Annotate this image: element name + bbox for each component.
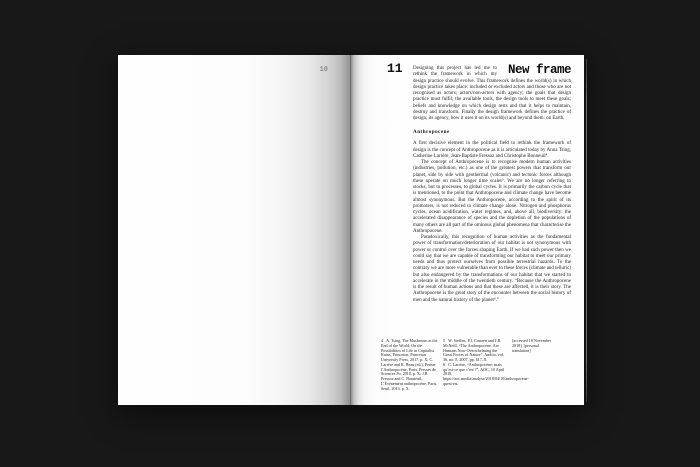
page-right xyxy=(351,55,584,405)
footnotes xyxy=(381,339,558,391)
footnote-5: 5 W. Steffen, P.J. Crutzen and J.R. McNeill, “The Anthropocene: Are Humans Now Overwhelming the Great Forces of Nature”, Ambio, vol. 36, no. 8, 2007, pp. 617–8. xyxy=(443,338,504,362)
footnote-column-3 xyxy=(512,339,558,391)
paragraph-anthropocene-2: The concept of Anthropocene is to recognise modern human activities (industries, pollution, etc.) as one of the greatest powers that transform our planet, side by side with geothermal (volcanic) and tectonic forces although these operate on much longer time scales⁵. We are no longer referring to stocks, but to processes, to global cycles. It is primarily the carbon cycle that is mentioned, to the point that Anthropocene and climate change have become almost synonymous. But the Anthropocene, according to the spirit of its promoters, is not reduced to climate change alone. Nitrogen and phosphorus cycles, ocean acidification, water regimes, and, above all, biodiversity: the accelerated disappearance of species and the depletion of the populations of many others are all part of the ominous global phenomena that characterise the Anthropocene. xyxy=(413,160,571,234)
footnote-column-2 xyxy=(443,338,529,391)
footnote-6: 6 C. Larrère, “Anthropocène: mais qu’est-ce que c’est ?”, AOC, 10 April 2018, https://aoc.media/analyse/2018/04/10/anthropocene-quest-est, xyxy=(443,361,529,386)
section-heading: Anthropocene xyxy=(413,129,450,136)
footnote-4: 4 A. Tsing, The Mushroom at the End of the World: On the Possibilities of Life in Capitalist Ruins, Princeton, Princeton University Press, 2017, p. X; C. Larrère and R. Beau (ed.), Penser l’Anthropocène, Paris, Presses de Sciences Po, 2018, p. X; J.B. Fressoz and C. Bonneuil, L’Événement anthropocène, Paris, Seuil, 2013, p. X. xyxy=(381,338,438,391)
intro-paragraph: Designing this project has led me to rethink the framework in which my design practice should evolve. This framework defines the world(s) in which design practice takes place: included or excluded actors and those who are not recognised as actors; actors/non-actors with agency; the goals that design practice must fulfil; the available tools, the design tools to meet these goals; beliefs and knowledge on which design rests and that it helps to maintain, destroy and transform. Finally the design framework defines the practice of design, its agency, how it uses it on its world(s) and beyond them: on Earth. xyxy=(413,66,571,121)
book-spread xyxy=(118,55,584,405)
footnote-access-note: [accessed 18 November 2018], [personal translation] xyxy=(512,338,552,353)
page-stack-edge xyxy=(586,59,587,402)
paragraph-anthropocene-3: Paradoxically, this recognition of human activities as the fundamental power of transformation/deterioration of our habitat is not synonymous with power or control over the forces shaping Earth. If we had such power then we could say that we are capable of transforming our habitat to meet our primary needs and thus protect ourselves from possible terrestrial hazards. To the contrary we are more vulnerable than ever to these forces (climate and telluric) but also endangered by the transformations of our habitat that we started to accelerate in the middle of the twentieth century. “Because the Anthropocene is the result of human actions and that these are affected, it is their story. The Anthropocene is the great story of the encounter between the social history of men and the natural history of the planet⁶.” xyxy=(413,235,571,303)
page-number-left: 10 xyxy=(319,66,328,74)
footnote-column-1 xyxy=(381,339,439,391)
chapter-title: New frame xyxy=(507,63,571,77)
text-column xyxy=(413,63,571,304)
page-left xyxy=(118,55,351,405)
page-number-right: 11 xyxy=(387,61,403,76)
paragraph-anthropocene-1: A first decisive element in the political field to rethink the framework of design is the concept of Anthropocene as it is articulated today by Anna Tsing, Catherine Larrère, Jean-Baptiste Fressoz and Christophe Bonneuil⁴. xyxy=(413,141,571,159)
